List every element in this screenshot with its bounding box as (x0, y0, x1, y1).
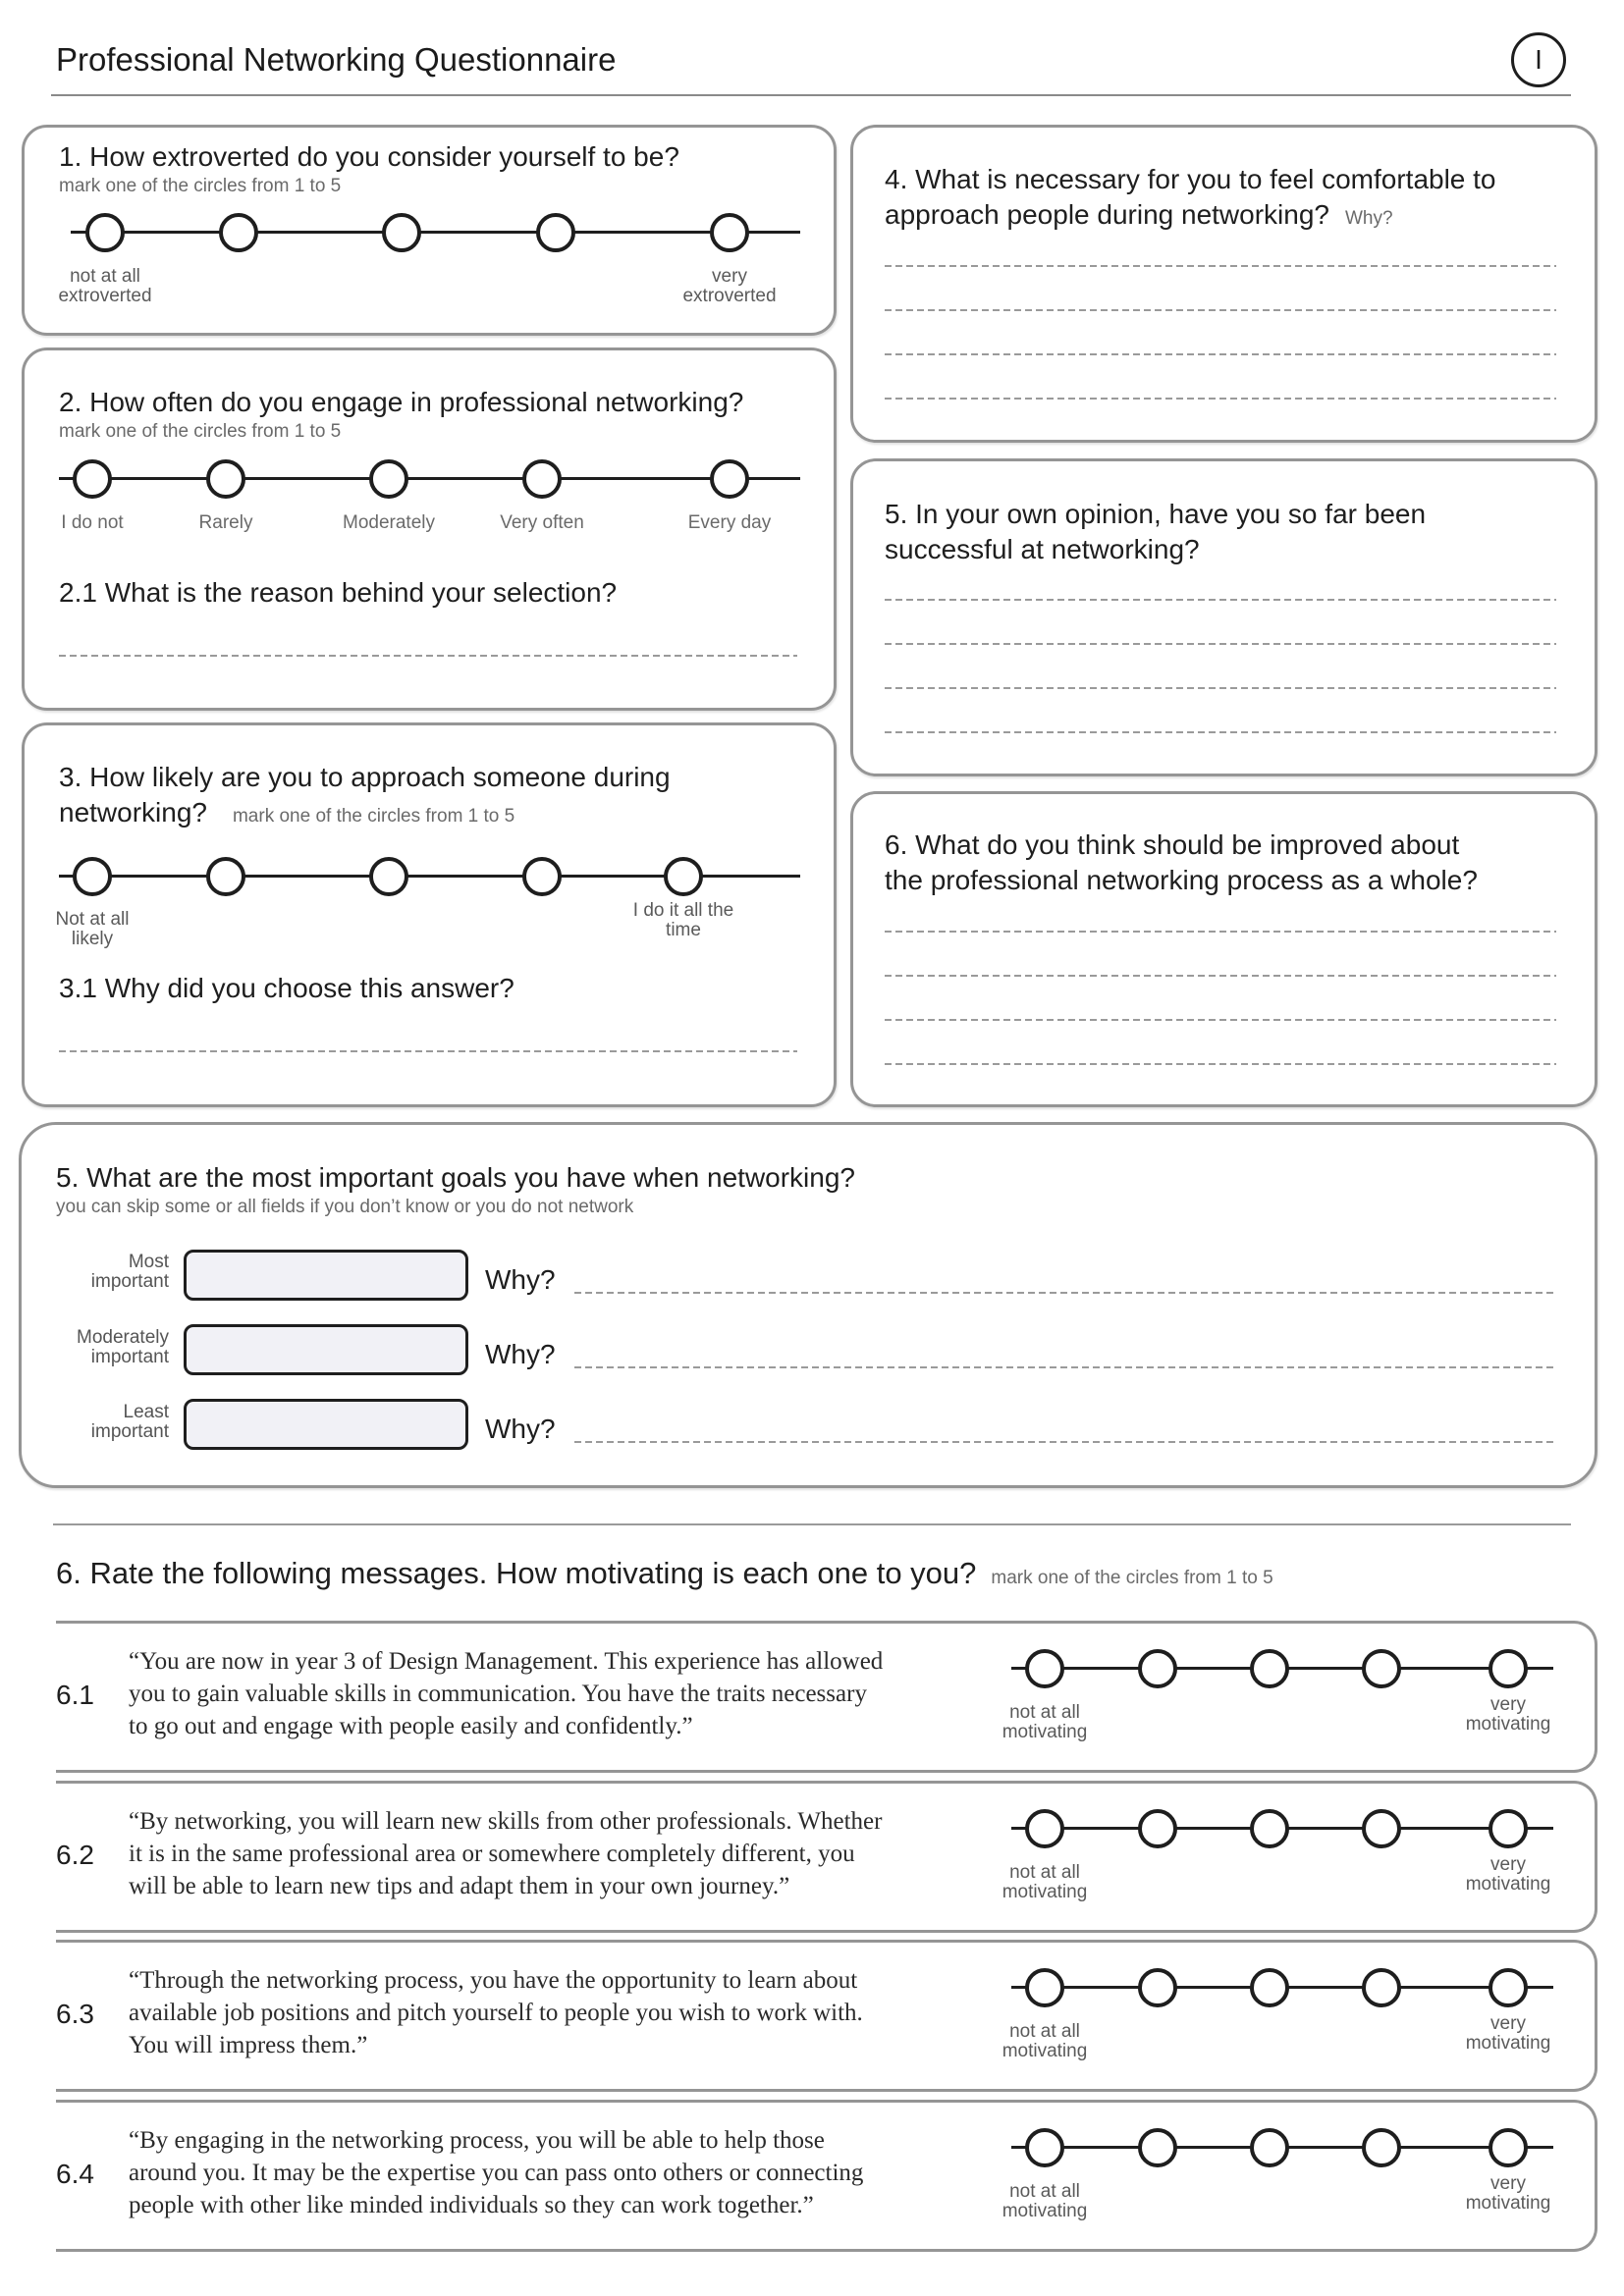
rating-scale-track (71, 231, 800, 234)
rating-option-3[interactable] (369, 459, 408, 499)
rating-option-3[interactable] (382, 213, 421, 252)
rating-option-2[interactable] (1138, 1968, 1177, 2007)
why-label: Why? (485, 1414, 556, 1444)
option-label-3: Moderately (343, 512, 435, 533)
question-3-text (59, 760, 671, 834)
question-6-card (850, 791, 1597, 1107)
rating-option-3[interactable] (1250, 1809, 1289, 1848)
answer-line-2[interactable] (885, 975, 1556, 977)
question-2-hint: mark one of the circles from 1 to 5 (59, 421, 342, 442)
answer-line-1[interactable] (885, 265, 1556, 267)
rating-option-1[interactable] (1025, 2128, 1064, 2167)
answer-line-4[interactable] (885, 1063, 1556, 1065)
rating-option-2[interactable] (1138, 2128, 1177, 2167)
question-5-card (850, 458, 1597, 776)
message-number: 6.3 (56, 1999, 94, 2029)
answer-line[interactable] (59, 1050, 797, 1052)
why-label: Why? (485, 1264, 556, 1295)
message-row-6-1 (56, 1621, 1597, 1773)
goal-input-moderately-important[interactable] (184, 1324, 468, 1375)
rating-section-label: 6. Rate the following messages. How motivating is each one to you? (56, 1556, 977, 1590)
rating-option-1[interactable] (1025, 1649, 1064, 1688)
answer-line-3[interactable] (885, 687, 1556, 689)
rating-option-2[interactable] (206, 459, 245, 499)
answer-line-4[interactable] (885, 398, 1556, 400)
question-2-text: 2. How often do you engage in professional networking? (59, 387, 744, 417)
scale-min-label: not at all motivating (1001, 2021, 1088, 2061)
question-4-card (850, 125, 1597, 443)
answer-line-1[interactable] (885, 599, 1556, 601)
message-quote: “By engaging in the networking process, you will be able to help those around you. It may be the expertise you can pass onto others or connecting people with other like minded individuals so they can work together.” (129, 2127, 864, 2218)
question-4-hint: Why? (1345, 208, 1393, 229)
message-quote: “Through the networking process, you have the opportunity to learn about available job positions and pitch yourself to people you wish to work with. You will impress them.” (129, 1967, 863, 2058)
rating-option-3[interactable] (1250, 2128, 1289, 2167)
rating-option-2[interactable] (1138, 1649, 1177, 1688)
rating-scale-track (59, 477, 800, 480)
rating-option-5[interactable] (1489, 1649, 1528, 1688)
rating-option-2[interactable] (206, 857, 245, 896)
page-title: Professional Networking Questionnaire (56, 41, 617, 78)
answer-line-2[interactable] (885, 309, 1556, 311)
message-row-6-3 (56, 1940, 1597, 2092)
question-3-card (22, 722, 837, 1107)
answer-line[interactable] (59, 655, 797, 657)
message-quote: “You are now in year 3 of Design Management. This experience has allowed you to gain valuable skills in communication. You have the traits necessary to go out and engage with people easily and confidently.” (129, 1648, 884, 1739)
section-divider (53, 1523, 1571, 1525)
rating-option-3[interactable] (369, 857, 408, 896)
answer-line-3[interactable] (885, 353, 1556, 355)
answer-line-1[interactable] (885, 931, 1556, 933)
question-3-label: 3. How likely are you to approach someone during networking? (59, 762, 671, 828)
option-label-1: I do not (61, 512, 124, 533)
question-3-1-text: 3.1 Why did you choose this answer? (59, 973, 514, 1003)
why-answer-line[interactable] (574, 1292, 1556, 1294)
scale-max-label: very motivating (1465, 1854, 1551, 1895)
question-3-hint: mark one of the circles from 1 to 5 (232, 806, 515, 827)
answer-line-3[interactable] (885, 1019, 1556, 1021)
rating-option-4[interactable] (1362, 1649, 1401, 1688)
header-divider (51, 94, 1571, 96)
goals-title: 5. What are the most important goals you have when networking? (56, 1162, 855, 1193)
rating-option-3[interactable] (1250, 1649, 1289, 1688)
goals-card (19, 1122, 1597, 1488)
option-label-5: Every day (687, 512, 772, 533)
answer-line-4[interactable] (885, 731, 1556, 733)
rating-option-1[interactable] (73, 857, 112, 896)
message-quote: “By networking, you will learn new skills from other professionals. Whether it is in the same professional area or somewhere completely different, you will be able to learn new tips and adapt them in your own journey.” (129, 1808, 883, 1899)
scale-min-label: Not at all likely (55, 909, 130, 949)
rating-option-4[interactable] (1362, 1809, 1401, 1848)
goal-priority-label: Most important (90, 1252, 169, 1292)
scale-max-label: very motivating (1465, 2013, 1551, 2054)
page-number: I (1535, 44, 1543, 75)
rating-option-1[interactable] (85, 213, 125, 252)
scale-min-label: not at all motivating (1001, 1702, 1088, 1742)
why-label: Why? (485, 1339, 556, 1369)
goals-hint: you can skip some or all fields if you don’t know or you do not network (56, 1197, 634, 1217)
rating-option-4[interactable] (522, 459, 562, 499)
rating-option-1[interactable] (1025, 1809, 1064, 1848)
option-label-4: Very often (500, 512, 584, 533)
scale-max-label: very extroverted (682, 266, 777, 306)
message-number: 6.4 (56, 2159, 94, 2189)
rating-option-2[interactable] (219, 213, 258, 252)
rating-option-5[interactable] (710, 459, 749, 499)
question-6-text: 6. What do you think should be improved about the professional networking process as a whole? (885, 829, 1478, 895)
goal-priority-label: Least important (90, 1402, 169, 1442)
question-2-1-text: 2.1 What is the reason behind your selection? (59, 577, 618, 608)
scale-max-label: very motivating (1465, 1694, 1551, 1735)
rating-option-5[interactable] (1489, 1968, 1528, 2007)
rating-option-5[interactable] (1489, 2128, 1528, 2167)
question-4-label: 4. What is necessary for you to feel comfortable to approach people during networking? (885, 164, 1496, 230)
message-row-6-4 (56, 2100, 1597, 2252)
rating-option-4[interactable] (536, 213, 575, 252)
page-number-badge (1511, 32, 1566, 87)
scale-min-label: not at all motivating (1001, 2181, 1088, 2221)
question-5-text: 5. In your own opinion, have you so far been successful at networking? (885, 499, 1427, 564)
question-2-card (22, 347, 837, 711)
rating-section-hint: mark one of the circles from 1 to 5 (991, 1568, 1273, 1588)
message-number: 6.1 (56, 1680, 94, 1710)
rating-option-5[interactable] (664, 857, 703, 896)
rating-option-4[interactable] (522, 857, 562, 896)
question-1-text: 1. How extroverted do you consider yourself to be? (59, 141, 679, 172)
rating-section-title (56, 1555, 1273, 1597)
why-answer-line[interactable] (574, 1441, 1556, 1443)
answer-line-2[interactable] (885, 643, 1556, 645)
rating-option-3[interactable] (1250, 1968, 1289, 2007)
question-1-card (22, 125, 837, 336)
question-4-text (885, 162, 1496, 237)
scale-max-label: very motivating (1465, 2173, 1551, 2214)
question-1-hint: mark one of the circles from 1 to 5 (59, 176, 342, 196)
why-answer-line[interactable] (574, 1366, 1556, 1368)
message-row-6-2 (56, 1781, 1597, 1933)
rating-option-4[interactable] (1362, 1968, 1401, 2007)
rating-option-5[interactable] (1489, 1809, 1528, 1848)
goal-input-most-important[interactable] (184, 1250, 468, 1301)
scale-min-label: not at all motivating (1001, 1862, 1088, 1902)
message-number: 6.2 (56, 1840, 94, 1870)
scale-min-label: not at all extroverted (58, 266, 152, 306)
rating-option-1[interactable] (73, 459, 112, 499)
goal-input-least-important[interactable] (184, 1399, 468, 1450)
goal-priority-label: Moderately important (77, 1327, 169, 1367)
rating-option-5[interactable] (710, 213, 749, 252)
option-label-2: Rarely (198, 512, 253, 533)
rating-option-4[interactable] (1362, 2128, 1401, 2167)
rating-option-2[interactable] (1138, 1809, 1177, 1848)
scale-max-label: I do it all the time (632, 900, 734, 940)
rating-option-1[interactable] (1025, 1968, 1064, 2007)
